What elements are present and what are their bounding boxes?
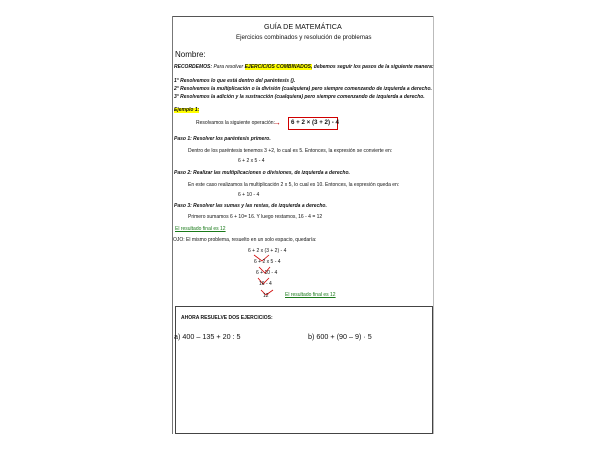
tree-line-3: 6 + 10 - 4 — [256, 270, 278, 276]
final-result: El resultado final es 12 — [175, 226, 226, 232]
exercise-b-expr: 600 + (90 – 9) · 5 — [316, 332, 372, 341]
intro-text-a: Para resolver — [213, 64, 245, 70]
intro-text-b: debemos seguir los pasos de la siguiente manera: — [312, 64, 434, 70]
step-1-result: 6 + 2 x 5 - 4 — [238, 158, 265, 164]
tree-line-2: 6 + 2 x 5 - 4 — [254, 259, 281, 265]
exercise-a — [174, 333, 241, 340]
example-prompt: Resolvamos la siguiente operación: — [196, 120, 275, 126]
tree-line-4: 16 - 4 — [259, 281, 272, 287]
page-border-right — [433, 16, 434, 434]
recordemos-label: RECORDEMOS: — [174, 64, 214, 70]
step-2-result: 6 + 10 - 4 — [238, 192, 260, 198]
step-2-title: Paso 2: Realizar las multiplicaciones o divisiones, de izquierda a derecho. — [174, 170, 350, 176]
exercises-title: AHORA RESUELVE DOS EJERCICIOS: — [181, 315, 273, 321]
example-operation: 6 + 2 × (3 + 2) - 4 — [291, 119, 339, 126]
page-subtitle: Ejercicios combinados y resolución de problemas — [236, 34, 372, 41]
page-title: GUÍA DE MATEMÁTICA — [264, 22, 342, 31]
tree-line-1: 6 + 2 x (3 + 2) - 4 — [248, 248, 287, 254]
rule-2: 2° Resolvemos la multiplicación o la división (cualquiera) pero siempre comenzando de izquierda a derecho. — [174, 86, 432, 92]
tree-line-5: 12 — [263, 293, 269, 299]
example-label: Ejemplo 1: — [174, 107, 200, 113]
step-2-desc: En este caso realizamos la multiplicación 2 x 5, lo cual es 10. Entonces, la expresión queda en: — [188, 182, 400, 188]
highlight-text: EJERCICIOS COMBINADOS, — [244, 64, 313, 70]
exercises-box — [175, 306, 433, 434]
tree-result-label: El resultado final es 12 — [285, 292, 336, 298]
tree-intro: OJO: El mismo problema, resuelto en un solo espacio, quedaría: — [173, 237, 317, 243]
page-border-top — [172, 16, 433, 17]
arrow-icon: → — [273, 118, 281, 127]
step-3-title: Paso 3: Resolver las sumas y las restas, de izquierda a derecho. — [174, 203, 327, 209]
exercise-b — [308, 333, 372, 340]
step-1-desc: Dentro de los paréntesis tenemos 3 +2, lo cual es 5. Entonces, la expresión se convierte en: — [188, 148, 393, 154]
intro-paragraph — [174, 65, 434, 70]
exercise-a-expr: 400 – 135 + 20 : 5 — [182, 332, 241, 341]
page-border-left — [172, 16, 173, 434]
name-label: Nombre: — [175, 50, 206, 59]
exercise-a-label: a) — [174, 332, 181, 341]
rule-3: 3° Resolvemos la adición y la sustracción (cualquiera) pero siempre comenzando de izquierda a derecho. — [174, 94, 425, 100]
step-1-title: Paso 1: Resolver los paréntesis primero. — [174, 136, 271, 142]
exercise-b-label: b) — [308, 332, 315, 341]
rule-1: 1° Resolvemos lo que está dentro del paréntesis (). — [174, 78, 296, 84]
step-3-desc: Primero sumamos 6 + 10= 16. Y luego restamos, 16 - 4 = 12 — [188, 214, 323, 220]
